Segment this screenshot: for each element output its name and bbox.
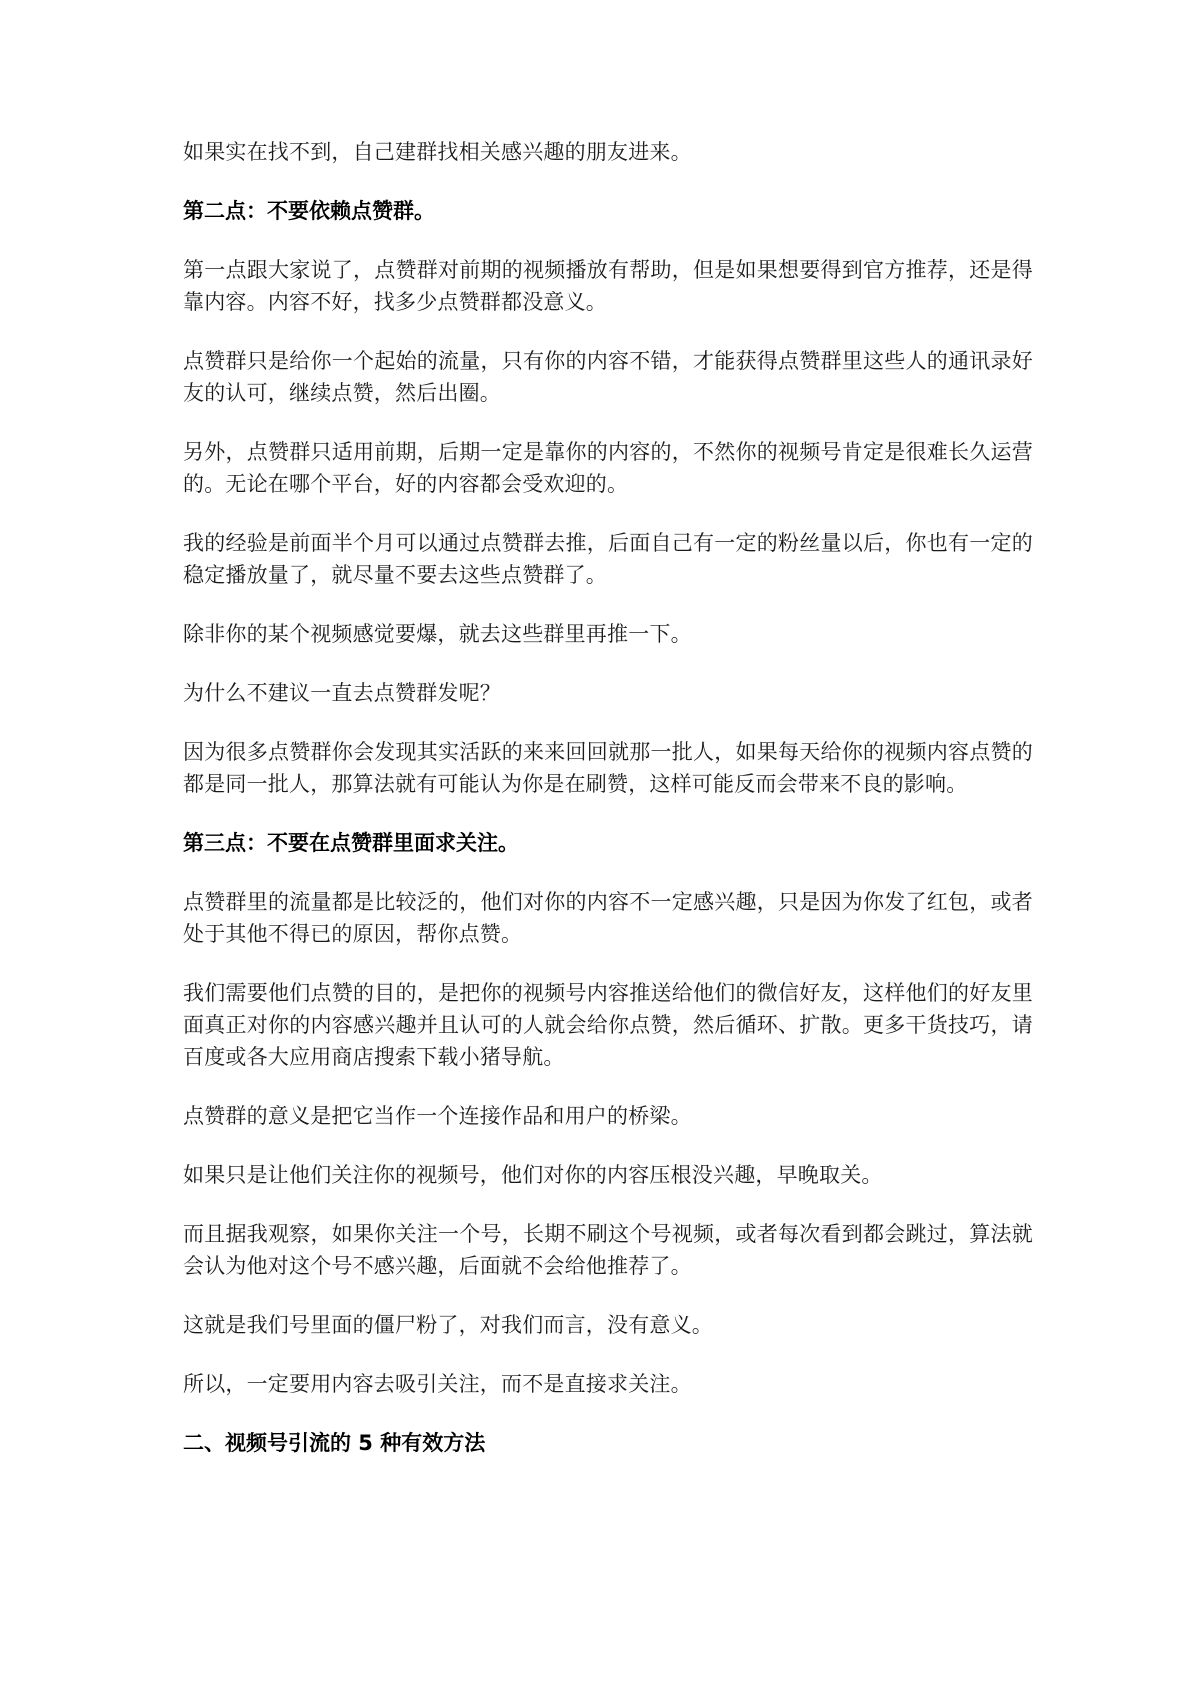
- paragraph: 点赞群的意义是把它当作一个连接作品和用户的桥梁。: [183, 1104, 692, 1128]
- paragraph: 如果只是让他们关注你的视频号，他们对你的内容压根没兴趣，早晚取关。: [183, 1163, 883, 1187]
- section-heading: 二、视频号引流的 5 种有效方法: [183, 1431, 486, 1455]
- paragraph: 为什么不建议一直去点赞群发呢？: [183, 681, 501, 705]
- paragraph: 点赞群只是给你一个起始的流量，只有你的内容不错，才能获得点赞群里这些人的通讯录好友的认可，继续点赞，然后出圈。: [183, 349, 1033, 405]
- section-heading: 第二点：不要依赖点赞群。: [183, 199, 435, 223]
- paragraph: 我们需要他们点赞的目的，是把你的视频号内容推送给他们的微信好友，这样他们的好友里面真正对你的内容感兴趣并且认可的人就会给你点赞，然后循环、扩散。更多干货技巧，请百度或各大应用商店搜索下载小猪导航。: [183, 981, 1033, 1069]
- paragraph: 除非你的某个视频感觉要爆，就去这些群里再推一下。: [183, 622, 692, 646]
- paragraph: 所以，一定要用内容去吸引关注，而不是直接求关注。: [183, 1372, 692, 1396]
- paragraph: 点赞群里的流量都是比较泛的，他们对你的内容不一定感兴趣，只是因为你发了红包，或者处于其他不得已的原因，帮你点赞。: [183, 890, 1033, 946]
- paragraph: 第一点跟大家说了，点赞群对前期的视频播放有帮助，但是如果想要得到官方推荐，还是得靠内容。内容不好，找多少点赞群都没意义。: [183, 258, 1033, 314]
- document-page: [183, 136, 1033, 1486]
- paragraph: 这就是我们号里面的僵尸粉了，对我们而言，没有意义。: [183, 1313, 713, 1337]
- paragraph: 如果实在找不到，自己建群找相关感兴趣的朋友进来。: [183, 140, 692, 164]
- paragraph: 因为很多点赞群你会发现其实活跃的来来回回就那一批人，如果每天给你的视频内容点赞的都是同一批人，那算法就有可能认为你是在刷赞，这样可能反而会带来不良的影响。: [183, 740, 1033, 796]
- paragraph: 另外，点赞群只适用前期，后期一定是靠你的内容的，不然你的视频号肯定是很难长久运营的。无论在哪个平台，好的内容都会受欢迎的。: [183, 440, 1033, 496]
- section-heading: 第三点：不要在点赞群里面求关注。: [183, 831, 519, 855]
- paragraph: 而且据我观察，如果你关注一个号，长期不刷这个号视频，或者每次看到都会跳过，算法就会认为他对这个号不感兴趣，后面就不会给他推荐了。: [183, 1222, 1033, 1278]
- paragraph: 我的经验是前面半个月可以通过点赞群去推，后面自己有一定的粉丝量以后，你也有一定的稳定播放量了，就尽量不要去这些点赞群了。: [183, 531, 1033, 587]
